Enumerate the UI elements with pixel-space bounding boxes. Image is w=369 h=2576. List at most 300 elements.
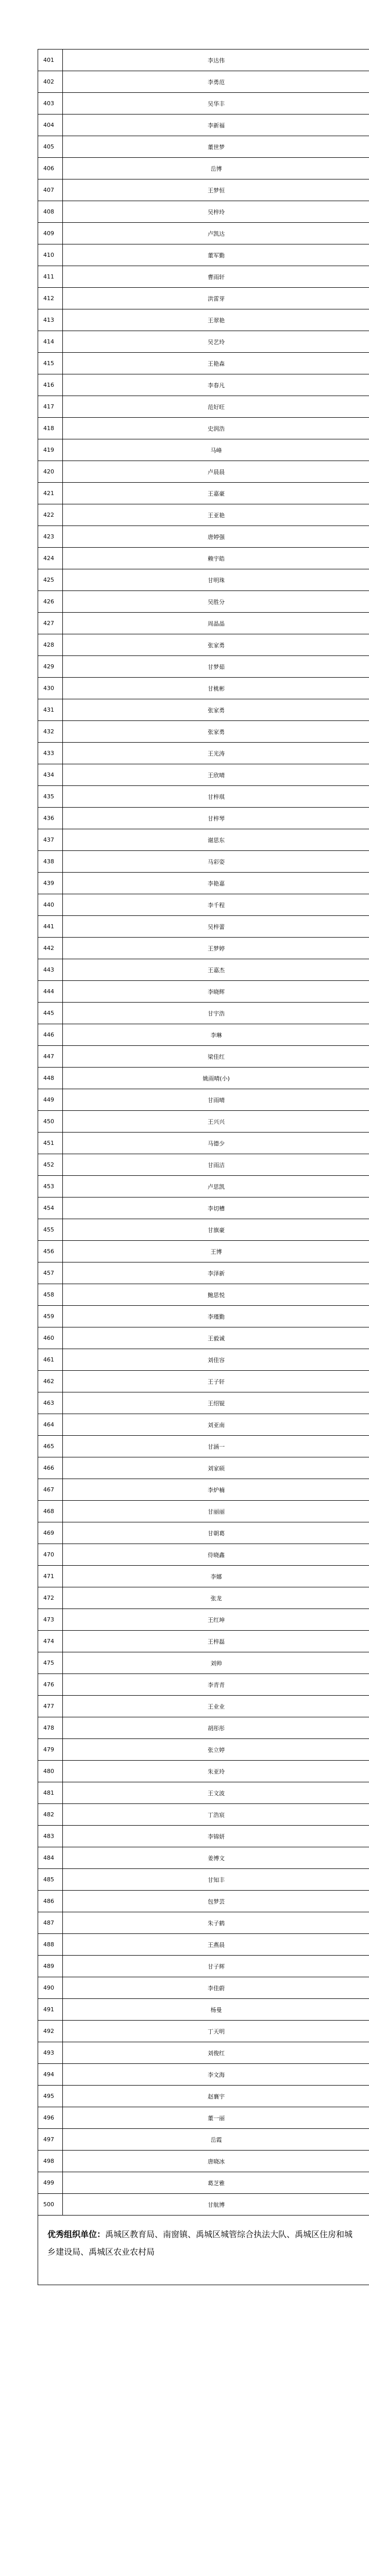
row-number: 464: [38, 1414, 63, 1436]
table-row: [38, 656, 369, 678]
row-number: 435: [38, 786, 63, 808]
row-number: 475: [38, 1652, 63, 1674]
person-name: 甘朝葛: [63, 1522, 369, 1544]
row-number: 444: [38, 981, 63, 1003]
person-name: 周晶晶: [63, 613, 369, 634]
person-name: 王红坤: [63, 1609, 369, 1631]
table-row: [38, 1371, 369, 1392]
table-row: [38, 1306, 369, 1327]
person-name: 丁浩宸: [63, 1804, 369, 1826]
person-name: 刘佳容: [63, 1349, 369, 1371]
person-name: 姜博文: [63, 1847, 369, 1869]
row-number: 418: [38, 418, 63, 439]
table-row: [38, 201, 369, 223]
person-name: 王文波: [63, 1782, 369, 1804]
person-name: 吴华丰: [63, 93, 369, 114]
row-number: 432: [38, 721, 63, 743]
table-row: [38, 808, 369, 829]
table-row: [38, 959, 369, 981]
row-number: 413: [38, 309, 63, 331]
person-name: 王子轩: [63, 1371, 369, 1392]
table-row: [38, 1674, 369, 1696]
table-row: [38, 2064, 369, 2086]
row-number: 484: [38, 1847, 63, 1869]
row-number: 483: [38, 1826, 63, 1847]
table-row: [38, 1956, 369, 1977]
person-name: 吴梓玲: [63, 201, 369, 223]
row-number: 433: [38, 743, 63, 764]
person-name: 洪雷芽: [63, 288, 369, 309]
table-row: [38, 158, 369, 179]
table-row: [38, 1869, 369, 1891]
table-row: [38, 1219, 369, 1241]
row-number: 409: [38, 223, 63, 244]
row-number: 455: [38, 1219, 63, 1241]
person-name: 唐婷强: [63, 526, 369, 548]
table-row: [38, 1912, 369, 1934]
table-row: [38, 1696, 369, 1717]
row-number: 496: [38, 2107, 63, 2129]
table-row: [38, 2172, 369, 2194]
table-row: [38, 1133, 369, 1154]
table-row: [38, 353, 369, 374]
row-number: 476: [38, 1674, 63, 1696]
person-name: 马德少: [63, 1133, 369, 1154]
person-name: 王毅诚: [63, 1327, 369, 1349]
table-row: [38, 916, 369, 938]
row-number: 478: [38, 1717, 63, 1739]
row-number: 406: [38, 158, 63, 179]
table-row: [38, 1327, 369, 1349]
row-number: 499: [38, 2172, 63, 2194]
person-name: 李达伟: [63, 50, 369, 71]
row-number: 469: [38, 1522, 63, 1544]
table-row: [38, 244, 369, 266]
table-row: [38, 1501, 369, 1522]
table-row: [38, 50, 369, 71]
row-number: 497: [38, 2129, 63, 2151]
person-name: 赖宇皓: [63, 548, 369, 569]
table-row: [38, 851, 369, 873]
row-number: 451: [38, 1133, 63, 1154]
person-name: 甘梓琪: [63, 786, 369, 808]
table-row: [38, 1739, 369, 1761]
person-name: 卢思凯: [63, 1176, 369, 1197]
row-number: 459: [38, 1306, 63, 1327]
person-name: 刘家硕: [63, 1457, 369, 1479]
row-number: 453: [38, 1176, 63, 1197]
table-row: [38, 1587, 369, 1609]
person-name: 李青青: [63, 1674, 369, 1696]
table-row: [38, 2042, 369, 2064]
table-row: [38, 71, 369, 93]
row-number: 439: [38, 873, 63, 894]
row-number: 404: [38, 114, 63, 136]
person-name: 葛芝雅: [63, 2172, 369, 2194]
row-number: 488: [38, 1934, 63, 1956]
table-row: [38, 1999, 369, 2021]
row-number: 490: [38, 1977, 63, 1999]
table-row: [38, 1566, 369, 1587]
table-row: [38, 288, 369, 309]
table-row: [38, 1392, 369, 1414]
person-name: 董一丽: [63, 2107, 369, 2129]
person-name: 王嘉豪: [63, 483, 369, 504]
person-name: 李春凡: [63, 374, 369, 396]
person-name: 甘丽丽: [63, 1501, 369, 1522]
person-name: 王梦恒: [63, 179, 369, 201]
row-number: 482: [38, 1804, 63, 1826]
table-row: [38, 678, 369, 699]
table-row: [38, 1262, 369, 1284]
person-name: 李泽新: [63, 1262, 369, 1284]
row-number: 431: [38, 699, 63, 721]
person-name: 董军勤: [63, 244, 369, 266]
row-number: 437: [38, 829, 63, 851]
row-number: 485: [38, 1869, 63, 1891]
table-row: [38, 764, 369, 786]
person-name: 王博: [63, 1241, 369, 1262]
table-row: [38, 1414, 369, 1436]
row-number: 481: [38, 1782, 63, 1804]
row-number: 405: [38, 136, 63, 158]
row-number: 429: [38, 656, 63, 678]
row-number: 442: [38, 938, 63, 959]
person-name: 范好旺: [63, 396, 369, 418]
row-number: 447: [38, 1046, 63, 1068]
person-name: 甘旗豪: [63, 1219, 369, 1241]
row-number: 452: [38, 1154, 63, 1176]
table-row: [38, 1284, 369, 1306]
row-number: 412: [38, 288, 63, 309]
table-row: [38, 439, 369, 461]
table-row: [38, 1457, 369, 1479]
row-number: 467: [38, 1479, 63, 1501]
table-row: [38, 1891, 369, 1912]
row-number: 461: [38, 1349, 63, 1371]
row-number: 411: [38, 266, 63, 288]
table-row: [38, 1479, 369, 1501]
table-row: [38, 1046, 369, 1068]
person-name: 甘梓琴: [63, 808, 369, 829]
row-number: 498: [38, 2151, 63, 2172]
row-number: 473: [38, 1609, 63, 1631]
table-row: [38, 1024, 369, 1046]
person-name: 李娜: [63, 1566, 369, 1587]
table-row: [38, 1436, 369, 1457]
excellent-organizers-label: 优秀组织单位：: [47, 2229, 106, 2239]
row-number: 424: [38, 548, 63, 569]
person-name: 甘子辉: [63, 1956, 369, 1977]
row-number: 470: [38, 1544, 63, 1566]
person-name: 王翠艳: [63, 309, 369, 331]
table-row: [38, 1652, 369, 1674]
row-number: 462: [38, 1371, 63, 1392]
table-row: [38, 418, 369, 439]
person-name: 甘梦茹: [63, 656, 369, 678]
table-row: [38, 1782, 369, 1804]
row-number: 486: [38, 1891, 63, 1912]
person-name: 朱子鹤: [63, 1912, 369, 1934]
row-number: 468: [38, 1501, 63, 1522]
row-number: 495: [38, 2086, 63, 2107]
person-name: 王亚艳: [63, 504, 369, 526]
table-row: [38, 136, 369, 158]
person-name: 李切槽: [63, 1197, 369, 1219]
person-name: 王业业: [63, 1696, 369, 1717]
person-name: 赵襄宇: [63, 2086, 369, 2107]
table-row: [38, 591, 369, 613]
table-row: [38, 699, 369, 721]
person-name: 姚雨晴(小): [63, 1068, 369, 1089]
table-row: [38, 2086, 369, 2107]
person-name: 马彩姿: [63, 851, 369, 873]
person-name: 李晓辉: [63, 981, 369, 1003]
row-number: 449: [38, 1089, 63, 1111]
row-number: 422: [38, 504, 63, 526]
person-name: 董世梦: [63, 136, 369, 158]
table-row: [38, 1847, 369, 1869]
person-name: 李佳蔚: [63, 1977, 369, 1999]
table-row: [38, 981, 369, 1003]
person-name: 吴艺玲: [63, 331, 369, 353]
table-row: [38, 461, 369, 483]
row-number: 489: [38, 1956, 63, 1977]
row-number: 479: [38, 1739, 63, 1761]
table-row: [38, 1349, 369, 1371]
table-row: [38, 1089, 369, 1111]
person-name: 甘知丰: [63, 1869, 369, 1891]
table-row: [38, 2194, 369, 2216]
person-name: 甘涵一: [63, 1436, 369, 1457]
table-row: [38, 1977, 369, 1999]
person-name: 吴胜分: [63, 591, 369, 613]
person-name: 胡彤彤: [63, 1717, 369, 1739]
row-number: 474: [38, 1631, 63, 1652]
person-name: 王光涛: [63, 743, 369, 764]
table-row: [38, 1197, 369, 1219]
table-row: [38, 569, 369, 591]
row-number: 450: [38, 1111, 63, 1133]
table-row: [38, 786, 369, 808]
person-name: 吴梓蕾: [63, 916, 369, 938]
row-number: 407: [38, 179, 63, 201]
row-number: 492: [38, 2021, 63, 2042]
person-name: 刘亚南: [63, 1414, 369, 1436]
row-number: 417: [38, 396, 63, 418]
person-name: 侍晓鑫: [63, 1544, 369, 1566]
table-row: [38, 374, 369, 396]
person-name: 王兴兴: [63, 1111, 369, 1133]
person-name: 甘明珠: [63, 569, 369, 591]
table-row: [38, 1544, 369, 1566]
person-name: 李琳: [63, 1024, 369, 1046]
person-name: 李新福: [63, 114, 369, 136]
person-name: 朱亚玲: [63, 1761, 369, 1782]
table-row: [38, 1241, 369, 1262]
person-name: 王嘉杰: [63, 959, 369, 981]
person-name: 甘桃彬: [63, 678, 369, 699]
row-number: 457: [38, 1262, 63, 1284]
table-row: [38, 634, 369, 656]
table-row: [38, 114, 369, 136]
person-name: 刘俊红: [63, 2042, 369, 2064]
person-name: 马峰: [63, 439, 369, 461]
person-name: 唐晓冰: [63, 2151, 369, 2172]
table-row: [38, 1631, 369, 1652]
table-row: [38, 1068, 369, 1089]
table-row: [38, 396, 369, 418]
table-row: [38, 2151, 369, 2172]
person-name: 曹雨轩: [63, 266, 369, 288]
table-row: [38, 829, 369, 851]
person-name: 李千程: [63, 894, 369, 916]
person-name: 卢晨晨: [63, 461, 369, 483]
person-name: 谢思东: [63, 829, 369, 851]
row-number: 480: [38, 1761, 63, 1782]
row-number: 493: [38, 2042, 63, 2064]
row-number: 477: [38, 1696, 63, 1717]
table-row: [38, 179, 369, 201]
row-number: 430: [38, 678, 63, 699]
table-row: [38, 613, 369, 634]
excellent-organizers-list: 禹城区教育局、南窗镇、禹城区城管综合执法大队、禹城区住房和城乡建设局、禹城区农业农村局: [47, 2229, 353, 2257]
person-name: 王欣晴: [63, 764, 369, 786]
person-name: 张家勇: [63, 634, 369, 656]
row-number: 426: [38, 591, 63, 613]
person-name: 李瑾勤: [63, 1306, 369, 1327]
row-number: 494: [38, 2064, 63, 2086]
table-row: [38, 938, 369, 959]
table-row: [38, 483, 369, 504]
person-name: 杨曼: [63, 1999, 369, 2021]
row-number: 402: [38, 71, 63, 93]
person-name: 刘帅: [63, 1652, 369, 1674]
row-number: 423: [38, 526, 63, 548]
row-number: 415: [38, 353, 63, 374]
person-name: 张龙: [63, 1587, 369, 1609]
person-name: 王梓磊: [63, 1631, 369, 1652]
table-row: [38, 743, 369, 764]
person-name: 张家勇: [63, 721, 369, 743]
row-number: 471: [38, 1566, 63, 1587]
table-row: [38, 1804, 369, 1826]
row-number: 458: [38, 1284, 63, 1306]
person-name: 岳博: [63, 158, 369, 179]
honor-list-body: [38, 50, 369, 2216]
person-name: 王绍锟: [63, 1392, 369, 1414]
table-row: [38, 309, 369, 331]
table-row: [38, 873, 369, 894]
row-number: 500: [38, 2194, 63, 2216]
person-name: 李锦妍: [63, 1826, 369, 1847]
row-number: 408: [38, 201, 63, 223]
row-number: 491: [38, 1999, 63, 2021]
honor-list-table: [38, 49, 369, 2216]
table-row: [38, 1717, 369, 1739]
person-name: 王燕晨: [63, 1934, 369, 1956]
table-row: [38, 2107, 369, 2129]
table-row: [38, 223, 369, 244]
row-number: 425: [38, 569, 63, 591]
person-name: 梁佳红: [63, 1046, 369, 1068]
row-number: 465: [38, 1436, 63, 1457]
row-number: 416: [38, 374, 63, 396]
row-number: 436: [38, 808, 63, 829]
person-name: 李文海: [63, 2064, 369, 2086]
excellent-organizers-note: [38, 2216, 369, 2285]
table-row: [38, 1761, 369, 1782]
row-number: 420: [38, 461, 63, 483]
row-number: 421: [38, 483, 63, 504]
table-row: [38, 1934, 369, 1956]
table-row: [38, 1111, 369, 1133]
person-name: 包梦芸: [63, 1891, 369, 1912]
row-number: 466: [38, 1457, 63, 1479]
honor-list-sheet: [38, 49, 369, 2285]
row-number: 401: [38, 50, 63, 71]
person-name: 李勇范: [63, 71, 369, 93]
table-row: [38, 1826, 369, 1847]
person-name: 甘雨晴: [63, 1089, 369, 1111]
table-row: [38, 548, 369, 569]
person-name: 王艳森: [63, 353, 369, 374]
table-row: [38, 266, 369, 288]
row-number: 454: [38, 1197, 63, 1219]
row-number: 448: [38, 1068, 63, 1089]
row-number: 410: [38, 244, 63, 266]
row-number: 446: [38, 1024, 63, 1046]
row-number: 487: [38, 1912, 63, 1934]
person-name: 岳霞: [63, 2129, 369, 2151]
row-number: 414: [38, 331, 63, 353]
person-name: 李炉楠: [63, 1479, 369, 1501]
table-row: [38, 504, 369, 526]
row-number: 419: [38, 439, 63, 461]
table-row: [38, 1154, 369, 1176]
table-row: [38, 1609, 369, 1631]
table-row: [38, 894, 369, 916]
table-row: [38, 526, 369, 548]
person-name: 史润浩: [63, 418, 369, 439]
person-name: 张立婷: [63, 1739, 369, 1761]
row-number: 443: [38, 959, 63, 981]
person-name: 丁天明: [63, 2021, 369, 2042]
row-number: 440: [38, 894, 63, 916]
row-number: 438: [38, 851, 63, 873]
row-number: 434: [38, 764, 63, 786]
person-name: 王梦婷: [63, 938, 369, 959]
person-name: 李艳嘉: [63, 873, 369, 894]
row-number: 441: [38, 916, 63, 938]
row-number: 460: [38, 1327, 63, 1349]
table-row: [38, 2021, 369, 2042]
person-name: 鲍思悦: [63, 1284, 369, 1306]
row-number: 456: [38, 1241, 63, 1262]
person-name: 卢凯达: [63, 223, 369, 244]
table-row: [38, 1003, 369, 1024]
person-name: 张家勇: [63, 699, 369, 721]
row-number: 445: [38, 1003, 63, 1024]
row-number: 472: [38, 1587, 63, 1609]
row-number: 427: [38, 613, 63, 634]
table-row: [38, 331, 369, 353]
person-name: 甘宇浩: [63, 1003, 369, 1024]
row-number: 403: [38, 93, 63, 114]
table-row: [38, 2129, 369, 2151]
table-row: [38, 93, 369, 114]
table-row: [38, 1176, 369, 1197]
